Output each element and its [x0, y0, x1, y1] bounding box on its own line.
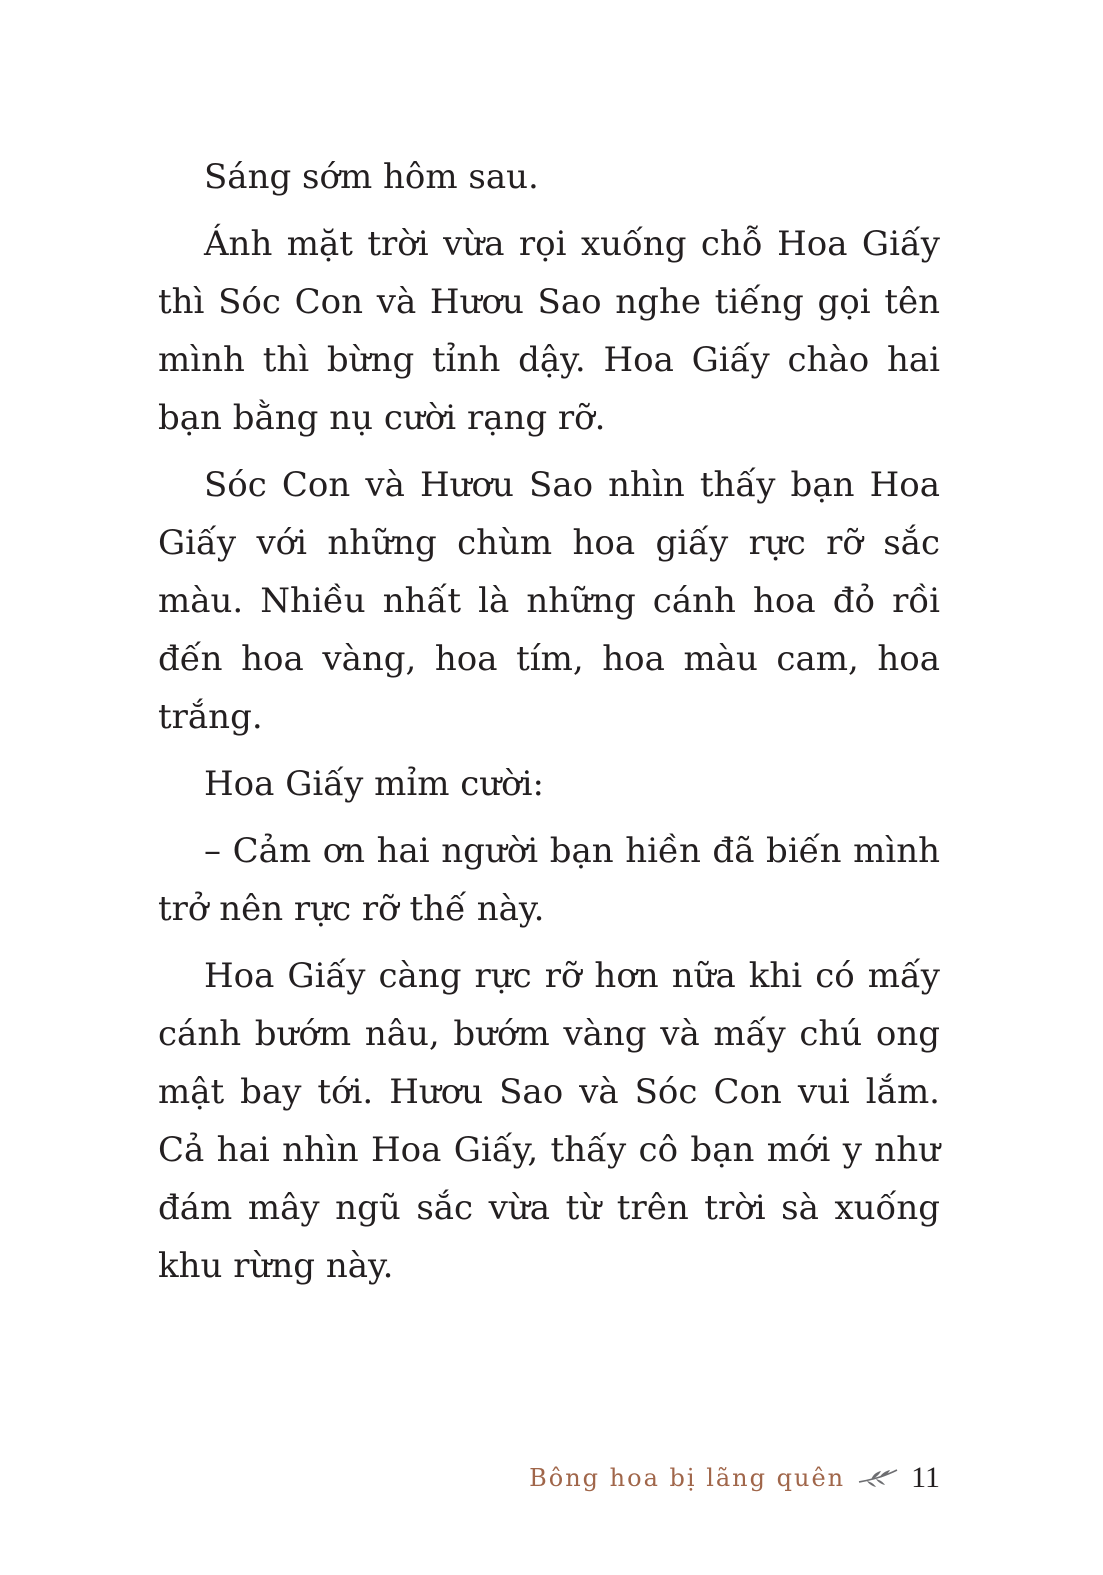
paragraph-3: Sóc Con và Hươu Sao nhìn thấy bạn Hoa Giấy với những chùm hoa giấy rực rỡ sắc màu. Nhiều nhất là những cánh hoa đỏ rồi đến hoa vàng, hoa tím, hoa màu cam, hoa trắng. [158, 465, 940, 737]
paragraph-6: Hoa Giấy càng rực rỡ hơn nữa khi có mấy cánh bướm nâu, bướm vàng và mấy chú ong mật bay tới. Hươu Sao và Sóc Con vui lắm. Cả hai nhìn Hoa Giấy, thấy cô bạn mới y như đám mây ngũ sắc vừa từ trên trời sà xuống khu rừng này. [158, 956, 940, 1286]
running-book-title: Bông hoa bị lãng quên [529, 1464, 846, 1492]
paragraph-4: Hoa Giấy mỉm cười: [204, 764, 544, 804]
paragraph-5: – Cảm ơn hai người bạn hiền đã biến mình trở nên rực rỡ thế này. [158, 831, 940, 929]
paragraph-2: Ánh mặt trời vừa rọi xuống chỗ Hoa Giấy thì Sóc Con và Hươu Sao nghe tiếng gọi tên mình thì bừng tỉnh dậy. Hoa Giấy chào hai bạn bằng nụ cười rạng rỡ. [158, 224, 940, 438]
page-footer [529, 1450, 940, 1506]
page-body [158, 148, 940, 1304]
leaf-sprig-icon [857, 1466, 899, 1490]
paragraph-1: Sáng sớm hôm sau. [204, 157, 539, 197]
page-number: 11 [911, 1461, 940, 1494]
